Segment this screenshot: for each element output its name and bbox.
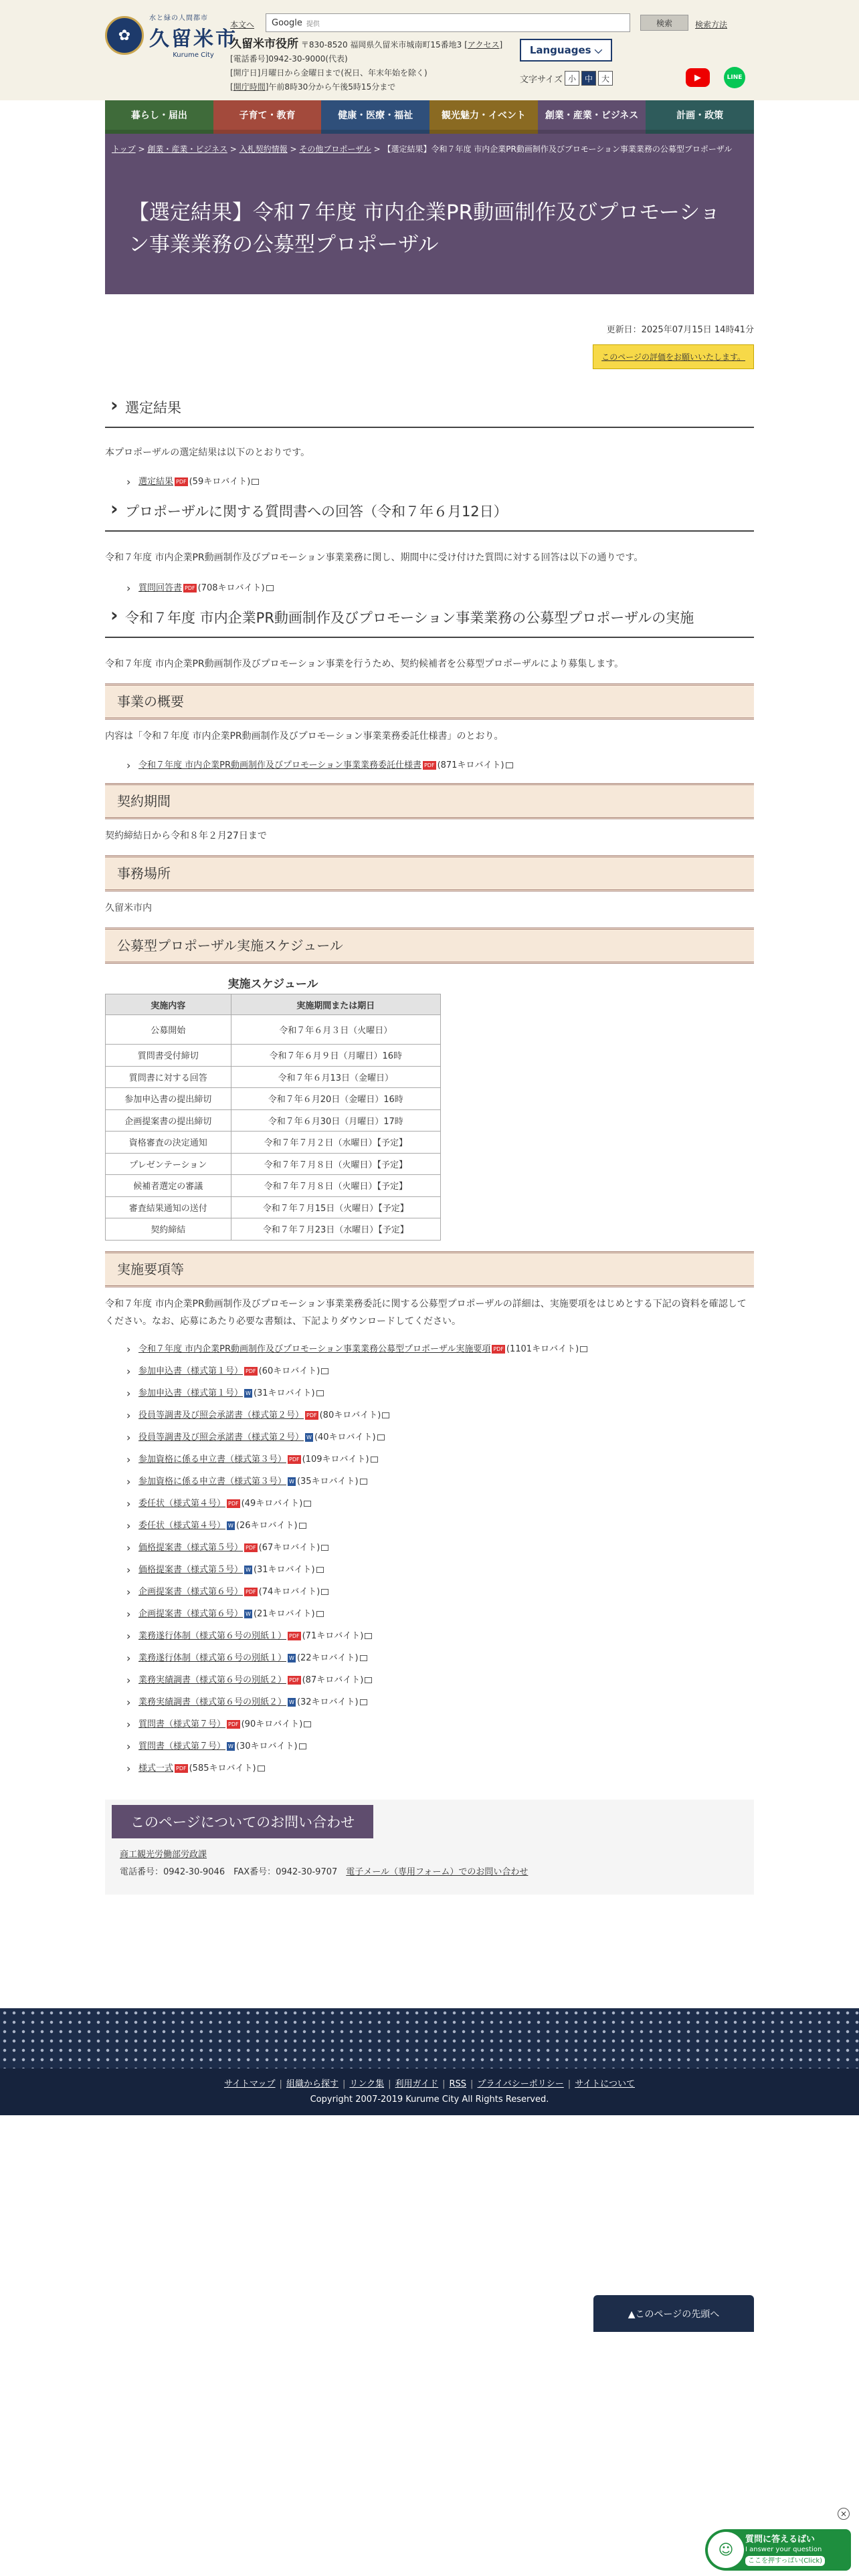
list-item bbox=[105, 1515, 754, 1537]
file-size: (87キロバイト) bbox=[302, 1675, 364, 1685]
schedule-task-cell: 質問書に対する回答 bbox=[106, 1066, 231, 1088]
period-text: 契約締結日から令和８年２月27日まで bbox=[105, 831, 267, 841]
search-input[interactable] bbox=[266, 13, 630, 32]
download-file-link[interactable]: 参加申込書（様式第１号） bbox=[138, 1388, 244, 1398]
new-window-icon bbox=[360, 1655, 367, 1661]
heading-implementation: › 令和７年度 市内企業PR動画制作及びプロモーション事業業務の公募型プロポーザルの実施 bbox=[105, 602, 754, 638]
list-item bbox=[105, 1691, 754, 1713]
schedule-task-cell: 公募開始 bbox=[106, 1015, 231, 1045]
footer-link[interactable]: 組織から探す bbox=[286, 2079, 339, 2089]
search-button[interactable]: 検索 bbox=[640, 15, 688, 31]
file-size: (74キロバイト) bbox=[258, 1586, 320, 1597]
schedule-task-cell: 契約締結 bbox=[106, 1218, 231, 1241]
footer-decoration bbox=[0, 2008, 859, 2068]
logo-english: Kurume City bbox=[173, 51, 214, 59]
table-row bbox=[106, 1132, 441, 1154]
download-file-link[interactable]: 参加資格に係る申立書（様式第３号） bbox=[138, 1454, 287, 1465]
heading-schedule: 公募型プロポーザル実施スケジュール bbox=[105, 928, 754, 964]
new-window-icon bbox=[316, 1390, 324, 1396]
file-size: (40キロバイト) bbox=[314, 1432, 376, 1442]
new-window-icon bbox=[321, 1589, 328, 1595]
office-hours: 午前8時30分から午後5時15分まで bbox=[268, 82, 396, 92]
pdf-icon: PDF bbox=[306, 1412, 317, 1418]
list-item bbox=[105, 1647, 754, 1669]
heading-period: 契約期間 bbox=[105, 783, 754, 819]
download-file-link[interactable]: 業務遂行体制（様式第６号の別紙１） bbox=[138, 1652, 287, 1663]
schedule-caption: 実施スケジュール bbox=[227, 978, 318, 991]
schedule-col-task: 実施内容 bbox=[106, 994, 231, 1015]
breadcrumb-business[interactable]: 創業・産業・ビジネス bbox=[147, 144, 227, 154]
qa-text: 令和７年度 市内企業PR動画制作及びプロモーション事業業務に関し、期間中に受け付けた質問に対する回答は以下の通りです。 bbox=[105, 552, 644, 563]
new-window-icon bbox=[321, 1545, 328, 1551]
schedule-task-cell: 審査結果通知の送付 bbox=[106, 1196, 231, 1218]
list-item bbox=[105, 1757, 754, 1780]
new-window-icon bbox=[365, 1677, 372, 1683]
logo-tagline: 水と緑の人間都市 bbox=[149, 15, 208, 22]
file-size: (708キロバイト) bbox=[197, 583, 265, 593]
chat-line1: 質問に答えるばい bbox=[745, 2534, 816, 2545]
new-window-icon bbox=[316, 1611, 324, 1617]
gnav-item[interactable]: 暮らし・届出 bbox=[105, 100, 213, 134]
word-icon: W bbox=[289, 1699, 294, 1705]
pdf-icon: PDF bbox=[246, 1588, 256, 1595]
office-hours-label: 開庁時間 bbox=[233, 82, 266, 92]
file-size: (21キロバイト) bbox=[253, 1608, 315, 1619]
breadcrumb-top[interactable]: トップ bbox=[112, 144, 136, 154]
list-item bbox=[105, 1471, 754, 1493]
pdf-icon: PDF bbox=[246, 1544, 256, 1551]
qa-file-link[interactable]: 質問回答書 bbox=[138, 583, 183, 593]
schedule-date-cell: 令和７年６月13日（金曜日） bbox=[231, 1066, 441, 1088]
download-file-link[interactable]: 参加申込書（様式第１号） bbox=[138, 1366, 244, 1376]
file-size: (49キロバイト) bbox=[241, 1498, 303, 1509]
impl-text: 令和７年度 市内企業PR動画制作及びプロモーション事業を行うため、契約候補者を公募型プロポーザルにより募集します。 bbox=[105, 659, 624, 669]
new-window-icon bbox=[371, 1457, 378, 1463]
file-size: (32キロバイト) bbox=[296, 1697, 359, 1707]
file-size: (26キロバイト) bbox=[235, 1520, 298, 1531]
place-text: 久留米市内 bbox=[105, 903, 152, 914]
heading-guidelines: 実施要項等 bbox=[105, 1251, 754, 1287]
breadcrumb-bids[interactable]: 入札契約情報 bbox=[239, 144, 288, 154]
contact-phone: 電話番号：0942-30-9046 FAX番号：0942-30-9707 bbox=[120, 1866, 347, 1877]
word-icon: W bbox=[246, 1566, 251, 1573]
schedule-col-date: 実施期間または期日 bbox=[231, 994, 441, 1015]
schedule-task-cell: 参加申込書の提出締切 bbox=[106, 1088, 231, 1110]
chat-line3: ここを押すっばい(Click) bbox=[745, 2556, 825, 2566]
new-window-icon bbox=[382, 1412, 389, 1418]
file-size: (67キロバイト) bbox=[258, 1542, 320, 1553]
contact-dept-link[interactable]: 商工観光労働部労政課 bbox=[120, 1849, 207, 1860]
list-item bbox=[105, 754, 754, 776]
table-row bbox=[106, 1153, 441, 1175]
search-provider-label: Google bbox=[272, 17, 302, 28]
updated-date: 更新日：2025年07月15日 14時41分 bbox=[606, 325, 754, 335]
file-size: (31キロバイト) bbox=[253, 1388, 315, 1398]
list-item bbox=[105, 1559, 754, 1581]
font-size-label: 文字サイズ bbox=[520, 74, 563, 85]
file-size: (109キロバイト) bbox=[302, 1454, 369, 1465]
pdf-icon: PDF bbox=[228, 1721, 239, 1727]
schedule-task-cell: 企画提案書の提出締切 bbox=[106, 1109, 231, 1132]
schedule-date-cell: 令和７年６月20日（金曜日）16時 bbox=[231, 1088, 441, 1110]
footer-separator: | bbox=[567, 2079, 571, 2089]
download-file-link[interactable]: 参加資格に係る申立書（様式第３号） bbox=[138, 1476, 287, 1487]
chatbot-mascot-icon: ☺ bbox=[708, 2532, 744, 2568]
youtube-icon[interactable]: ▶ bbox=[686, 68, 710, 87]
list-item bbox=[105, 1581, 754, 1603]
list-item bbox=[105, 1625, 754, 1647]
list-item bbox=[105, 1537, 754, 1559]
file-size: (22キロバイト) bbox=[296, 1652, 359, 1663]
chat-line2: I answer your question bbox=[745, 2545, 822, 2553]
pdf-icon: PDF bbox=[423, 762, 435, 768]
download-file-link[interactable]: 令和７年度 市内企業PR動画制作及びプロモーション事業業務公募型プロポーザル実施要項 bbox=[138, 1344, 491, 1354]
new-window-icon bbox=[360, 1479, 367, 1485]
office-phone: [電話番号]0942-30-9000(代表) bbox=[230, 54, 348, 64]
table-row bbox=[106, 1218, 441, 1241]
table-row bbox=[106, 1088, 441, 1110]
footer-separator: | bbox=[442, 2079, 446, 2089]
spec-file-link[interactable]: 令和７年度 市内企業PR動画制作及びプロモーション事業業務委託仕様書 bbox=[138, 760, 421, 770]
file-size: (1101キロバイト) bbox=[506, 1344, 579, 1354]
word-icon: W bbox=[228, 1743, 233, 1749]
new-window-icon bbox=[316, 1567, 324, 1573]
new-window-icon bbox=[580, 1346, 587, 1352]
word-icon: W bbox=[228, 1522, 233, 1529]
gnav-item[interactable]: 計画・政策 bbox=[646, 100, 754, 134]
office-info: 久留米市役所 〒830-8520 福岡県久留米市城南町15番地3 [アクセス] [電話番号]0942-30-9000(代表) [開庁日]月曜日から金曜日まで(祝日、年末年始を除く) [開庁時間]午前8時30分から午後5時15分まで bbox=[230, 37, 503, 92]
breadcrumb: トップ > 創業・産業・ビジネス > 入札契約情報 > その他プロポーザル > 【選定結果】令和７年度 市内企業PR動画制作及びプロモーション事業業務の公募型プロポーザル bbox=[112, 144, 733, 154]
office-name: 久留米市役所 bbox=[230, 37, 298, 51]
pdf-icon: PDF bbox=[493, 1346, 504, 1352]
new-window-icon bbox=[365, 1633, 372, 1639]
list-item bbox=[105, 1603, 754, 1625]
download-file-link[interactable]: 業務遂行体制（様式第６号の別紙１） bbox=[138, 1630, 287, 1641]
schedule-date-cell: 令和７年６月３日（火曜日） bbox=[231, 1015, 441, 1045]
pdf-icon: PDF bbox=[289, 1677, 300, 1683]
site-footer bbox=[0, 2068, 859, 2115]
site-header bbox=[0, 0, 859, 100]
schedule-date-cell: 令和７年７月15日（火曜日）【予定】 bbox=[231, 1196, 441, 1218]
file-size: (871キロバイト) bbox=[437, 760, 504, 770]
word-icon: W bbox=[246, 1610, 251, 1617]
new-window-icon bbox=[258, 1765, 265, 1772]
pdf-icon: PDF bbox=[289, 1456, 300, 1463]
download-file-link[interactable]: 役員等調書及び照会承諾書（様式第２号） bbox=[138, 1410, 304, 1420]
list-item bbox=[105, 1493, 754, 1515]
list-item bbox=[105, 1426, 754, 1448]
footer-link[interactable]: リンク集 bbox=[349, 2079, 385, 2089]
word-icon: W bbox=[246, 1390, 251, 1396]
schedule-task-cell: 候補者選定の審議 bbox=[106, 1175, 231, 1197]
list-item bbox=[105, 1338, 754, 1360]
search-help-link[interactable]: 検索方法 bbox=[695, 20, 728, 29]
file-size: (30キロバイト) bbox=[235, 1741, 298, 1751]
new-window-icon bbox=[266, 585, 274, 591]
schedule-date-cell: 令和７年７月23日（水曜日）【予定】 bbox=[231, 1218, 441, 1241]
contact-title: このページについてのお問い合わせ bbox=[112, 1805, 373, 1838]
languages-button[interactable] bbox=[520, 39, 612, 62]
global-nav bbox=[105, 100, 754, 134]
copyright: Copyright 2007-2019 Kurume City All Rights Reserved. bbox=[310, 2095, 549, 2105]
pdf-icon: PDF bbox=[228, 1500, 239, 1507]
contact-box bbox=[105, 1800, 754, 1895]
word-icon: W bbox=[289, 1654, 294, 1661]
contact-email-link[interactable]: 電子メール（専用フォーム）でのお問い合わせ bbox=[346, 1866, 529, 1877]
footer-separator: | bbox=[388, 2079, 391, 2089]
list-item bbox=[105, 1669, 754, 1691]
result-text: 本プロポーザルの選定結果は以下のとおりです。 bbox=[105, 447, 310, 458]
new-window-icon bbox=[377, 1434, 385, 1440]
schedule-task-cell: 資格審査の決定通知 bbox=[106, 1132, 231, 1154]
new-window-icon bbox=[299, 1523, 306, 1529]
file-size: (80キロバイト) bbox=[319, 1410, 381, 1420]
file-size: (90キロバイト) bbox=[241, 1719, 303, 1729]
page-rating-button[interactable]: このページの評価をお願いいたします。 bbox=[593, 344, 754, 369]
heading-place: 事務場所 bbox=[105, 855, 754, 891]
list-item bbox=[105, 1713, 754, 1735]
office-address: 〒830-8520 福岡県久留米市城南町15番地3 bbox=[300, 40, 462, 49]
new-window-icon bbox=[304, 1501, 311, 1507]
guidelines-text: 令和７年度 市内企業PR動画制作及びプロモーション事業業務委託に関する公募型プロポーザルの詳細は、実施要項をはじめとする下記の資料を確認してください。なお、応募にあたり必要な書類は、下記よりダウンロードしてください。 bbox=[105, 1298, 747, 1327]
pdf-icon: PDF bbox=[246, 1368, 256, 1374]
footer-link[interactable]: 利用ガイド bbox=[395, 2079, 439, 2089]
font-size-switcher bbox=[520, 71, 613, 86]
chevron-down-icon: ⌵ bbox=[591, 44, 603, 56]
new-window-icon bbox=[321, 1368, 328, 1374]
file-size: (31キロバイト) bbox=[253, 1564, 315, 1575]
footer-link[interactable]: RSS bbox=[449, 2079, 467, 2089]
overview-text: 内容は「令和７年度 市内企業PR動画制作及びプロモーション事業業務委託仕様書」のとおり。 bbox=[105, 731, 504, 742]
footer-link[interactable]: プライバシーポリシー bbox=[477, 2079, 564, 2089]
footer-separator: | bbox=[470, 2079, 474, 2089]
list-item bbox=[105, 1448, 754, 1471]
heading-qa: › プロポーザルに関する質問書への回答（令和７年６月12日） bbox=[105, 496, 754, 532]
close-icon[interactable]: × bbox=[838, 2508, 850, 2520]
download-file-link[interactable]: 企画提案書（様式第６号） bbox=[138, 1586, 244, 1597]
schedule-date-cell: 令和７年７月８日（火曜日）【予定】 bbox=[231, 1153, 441, 1175]
new-window-icon bbox=[360, 1699, 367, 1705]
schedule-date-cell: 令和７年７月８日（火曜日）【予定】 bbox=[231, 1175, 441, 1197]
download-file-link[interactable]: 質問書（様式第７号） bbox=[138, 1741, 226, 1751]
page-title: 【選定結果】令和７年度 市内企業PR動画制作及びプロモーション事業業務の公募型プロポーザル bbox=[128, 201, 721, 257]
table-row bbox=[106, 1175, 441, 1197]
schedule-task-cell: 質問書受付締切 bbox=[106, 1045, 231, 1067]
heading-result: › 選定結果 bbox=[105, 392, 754, 428]
list-item bbox=[105, 577, 754, 599]
download-file-link[interactable]: 委任状（様式第４号） bbox=[138, 1520, 226, 1531]
pdf-icon: PDF bbox=[176, 479, 187, 485]
gnav-item[interactable]: 創業・産業・ビジネス bbox=[538, 100, 646, 134]
schedule-date-cell: 令和７年７月２日（水曜日）【予定】 bbox=[231, 1132, 441, 1154]
list-item bbox=[105, 1382, 754, 1404]
footer-separator: | bbox=[342, 2079, 346, 2089]
font-size-large-button[interactable]: 大 bbox=[598, 71, 613, 86]
new-window-icon bbox=[299, 1743, 306, 1749]
new-window-icon bbox=[304, 1721, 311, 1727]
languages-label: Languages bbox=[529, 44, 591, 56]
result-file-link[interactable]: 選定結果 bbox=[138, 477, 174, 487]
file-size: (35キロバイト) bbox=[296, 1476, 359, 1487]
page-top-button[interactable]: ▲このページの先頭へ bbox=[593, 2295, 754, 2332]
list-item bbox=[105, 1735, 754, 1757]
search-placeholder: 提供 bbox=[306, 20, 320, 28]
list-item bbox=[105, 1360, 754, 1382]
list-item bbox=[105, 1404, 754, 1426]
download-file-link[interactable]: 様式一式 bbox=[138, 1763, 174, 1774]
file-size: (59キロバイト) bbox=[189, 477, 251, 487]
guideline-file-list bbox=[105, 1338, 754, 1780]
download-file-link[interactable]: 価格提案書（様式第５号） bbox=[138, 1542, 244, 1553]
footer-separator: | bbox=[279, 2079, 282, 2089]
pdf-icon: PDF bbox=[185, 585, 195, 591]
font-size-small-button[interactable]: 小 bbox=[565, 71, 579, 86]
gnav-item[interactable]: 子育て・教育 bbox=[213, 100, 322, 134]
font-size-medium-button[interactable]: 中 bbox=[581, 71, 596, 86]
line-icon[interactable]: LINE bbox=[724, 67, 745, 88]
pdf-icon: PDF bbox=[176, 1765, 187, 1772]
download-file-link[interactable]: 業務実績調書（様式第６号の別紙２） bbox=[138, 1675, 287, 1685]
new-window-icon bbox=[252, 479, 259, 485]
download-file-link[interactable]: 役員等調書及び照会承諾書（様式第２号） bbox=[138, 1432, 304, 1442]
table-row bbox=[106, 1196, 441, 1218]
word-icon: W bbox=[306, 1434, 312, 1440]
chatbot-button[interactable] bbox=[705, 2529, 851, 2571]
table-row bbox=[106, 1109, 441, 1132]
logo-name: 久留米市 bbox=[149, 27, 237, 51]
download-file-link[interactable]: 業務実績調書（様式第６号の別紙２） bbox=[138, 1697, 287, 1707]
list-item bbox=[105, 471, 754, 493]
heading-overview: 事業の概要 bbox=[105, 683, 754, 720]
footer-links bbox=[0, 2076, 859, 2089]
city-emblem-icon: ✿ bbox=[105, 16, 144, 55]
table-row bbox=[106, 1045, 441, 1067]
schedule-task-cell: プレゼンテーション bbox=[106, 1153, 231, 1175]
download-file-link[interactable]: 委任状（様式第４号） bbox=[138, 1498, 226, 1509]
footer-link[interactable]: サイトについて bbox=[575, 2079, 636, 2089]
new-window-icon bbox=[506, 762, 513, 768]
site-logo[interactable] bbox=[105, 12, 237, 59]
table-row bbox=[106, 1015, 441, 1045]
download-file-link[interactable]: 企画提案書（様式第６号） bbox=[138, 1608, 244, 1619]
file-size: (71キロバイト) bbox=[302, 1630, 364, 1641]
breadcrumb-current: 【選定結果】令和７年度 市内企業PR動画制作及びプロモーション事業業務の公募型プロポーザル bbox=[383, 144, 733, 154]
footer-link[interactable]: サイトマップ bbox=[223, 2079, 276, 2089]
access-link[interactable]: アクセス bbox=[467, 40, 500, 49]
pdf-icon: PDF bbox=[289, 1632, 300, 1639]
schedule-date-cell: 令和７年６月30日（月曜日）17時 bbox=[231, 1109, 441, 1132]
file-size: (585キロバイト) bbox=[189, 1763, 256, 1774]
gnav-item[interactable]: 健康・医療・福祉 bbox=[321, 100, 430, 134]
gnav-item[interactable]: 観光魅力・イベント bbox=[430, 100, 538, 134]
skip-to-content-link[interactable]: 本文へ bbox=[230, 20, 255, 29]
schedule-table bbox=[105, 974, 441, 1241]
download-file-link[interactable]: 質問書（様式第７号） bbox=[138, 1719, 226, 1729]
download-file-link[interactable]: 価格提案書（様式第５号） bbox=[138, 1564, 244, 1575]
file-size: (60キロバイト) bbox=[258, 1366, 320, 1376]
schedule-date-cell: 令和７年６月９日（月曜日）16時 bbox=[231, 1045, 441, 1067]
breadcrumb-proposals[interactable]: その他プロポーザル bbox=[299, 144, 371, 154]
page-header bbox=[105, 134, 754, 294]
word-icon: W bbox=[289, 1478, 294, 1485]
table-row bbox=[106, 1066, 441, 1088]
office-days: [開庁日]月曜日から金曜日まで(祝日、年末年始を除く) bbox=[230, 68, 427, 78]
